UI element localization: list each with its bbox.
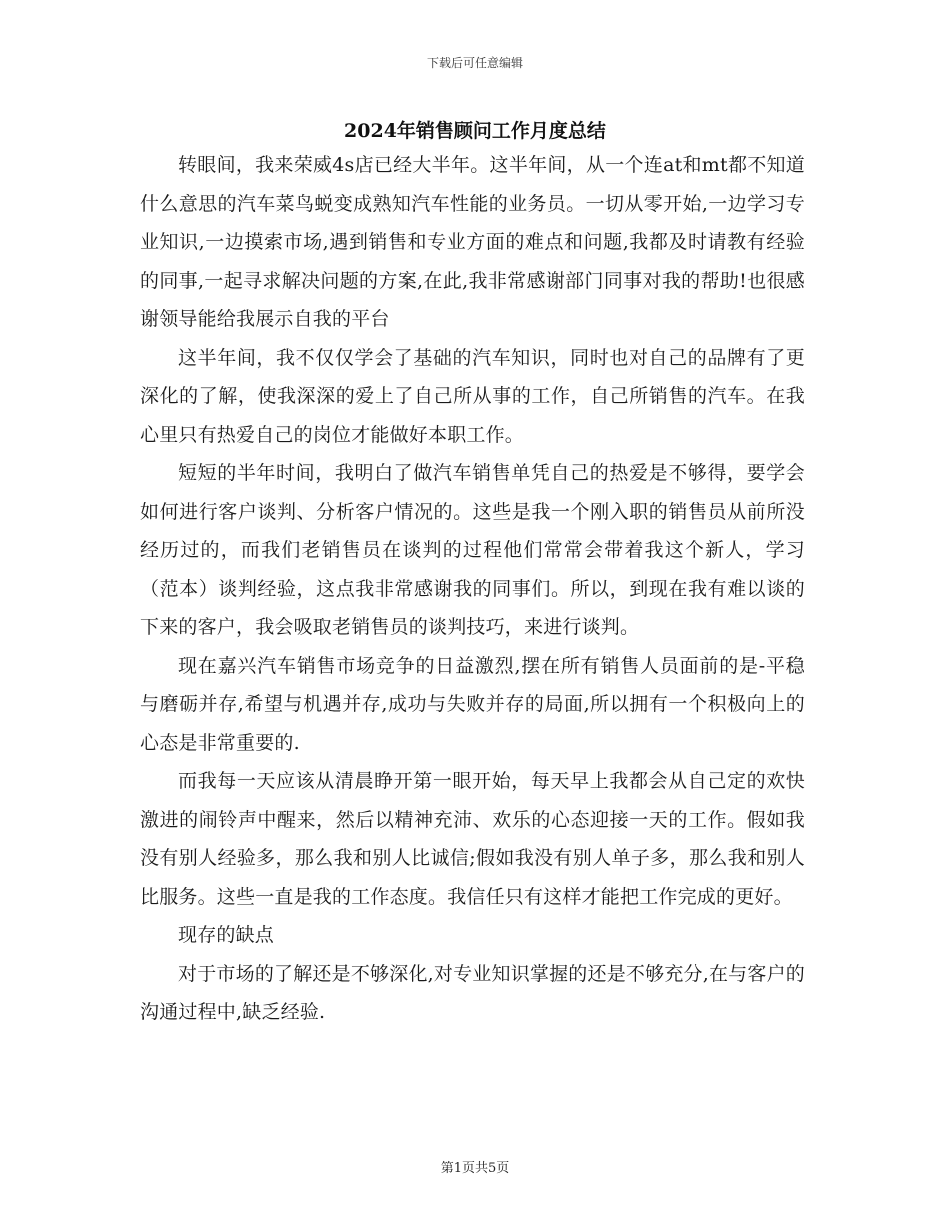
page-indicator: 第1页共5页 bbox=[440, 1161, 510, 1176]
section-heading-shortcomings: 现存的缺点 bbox=[178, 924, 275, 946]
paragraph-negotiation: 短短的半年时间，我明白了做汽车销售单凭自己的热爱是不够得，要学会如何进行客户谈判、分析客户情况的。这些是我一个刚入职的销售员从前所没经历过的，而我们老销售员在谈判的过程他们常常会带着我这个新人，学习（范本）谈判经验，这点我非常感谢我的同事们。所以，到现在我有难以谈的下来的客户，我会吸取老销售员的谈判技巧，来进行谈判。 bbox=[140, 462, 805, 638]
paragraph-learning: 这半年间，我不仅仅学会了基础的汽车知识，同时也对自己的品牌有了更深化的了解，使我深深的爱上了自己所从事的工作，自己所销售的汽车。在我心里只有热爱自己的岗位才能做好本职工作。 bbox=[140, 346, 805, 446]
paragraph-attitude: 而我每一天应该从清晨睁开第一眼开始，每天早上我都会从自己定的欢快激进的闹铃声中醒来，然后以精神充沛、欢乐的心态迎接一天的工作。假如我没有别人经验多，那么我和别人比诚信;假如我没有别人单子多，那么我和别人比服务。这些一直是我的工作态度。我信任只有这样才能把工作完成的更好。 bbox=[140, 770, 805, 908]
paragraph-shortcomings: 对于市场的了解还是不够深化,对专业知识掌握的还是不够充分,在与客户的沟通过程中,缺乏经验. bbox=[140, 962, 805, 1023]
document-title: 2024年销售顾问工作月度总结 bbox=[344, 120, 606, 142]
paragraph-intro: 转眼间，我来荣威4s店已经大半年。这半年间，从一个连at和mt都不知道什么意思的汽车菜鸟蜕变成熟知汽车性能的业务员。一切从零开始,一边学习专业知识,一边摸索市场,遇到销售和专业方面的难点和问题,我都及时请教有经验的同事,一起寻求解决问题的方案,在此,我非常感谢部门同事对我的帮助!也很感谢领导能给我展示自我的平台 bbox=[140, 154, 805, 330]
paragraph-market: 现在嘉兴汽车销售市场竞争的日益激烈,摆在所有销售人员面前的是-平稳与磨砺并存,希望与机遇并存,成功与失败并存的局面,所以拥有一个积极向上的心态是非常重要的. bbox=[140, 654, 805, 754]
document-body bbox=[140, 146, 805, 1032]
header-note: 下载后可任意编辑 bbox=[426, 56, 523, 70]
